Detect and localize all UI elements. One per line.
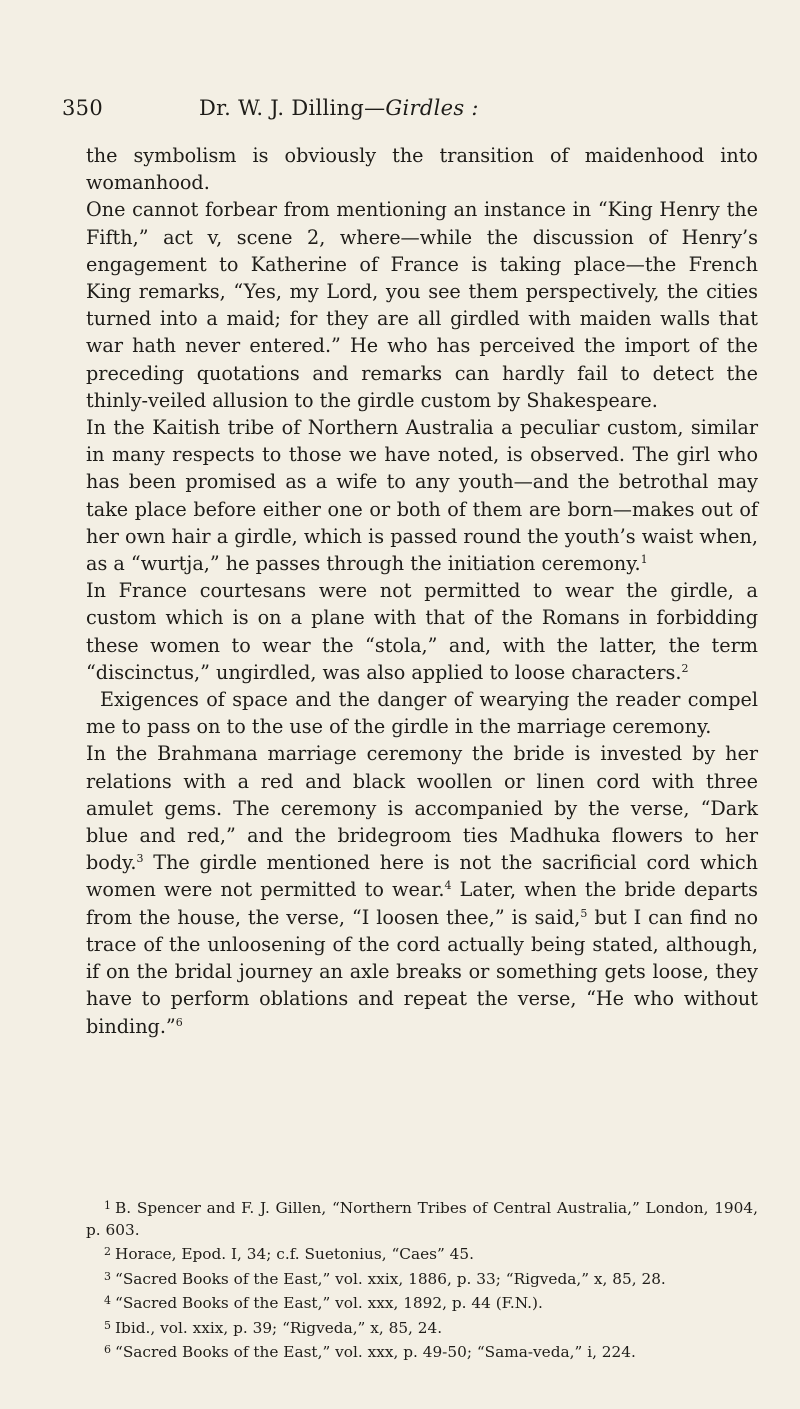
footnote-ref: 1 [640, 553, 648, 567]
footnote: $^6$ “Sacred Books of the East,” vol. xxx, p. 49-50; “Sama-veda,” i, 224. [104, 1343, 636, 1361]
footnote-number: 6 [104, 1343, 111, 1356]
footnote: $^3$ “Sacred Books of the East,” vol. xxix, 1886, p. 33; “Rigveda,” x, 85, 28. [104, 1269, 666, 1288]
footnote-ref: 5 [580, 906, 588, 920]
paragraph: One cannot forbear from mentioning an instance in “King Henry the Fifth,” act v, scene 2, where—while the discussion of Henry’s engagement to Katherine of France is taking place—the French King remarks, “Yes, my Lord, you see them perspectively, the cities turned into a maid; for they are all girdled with maiden walls that war hath never entered.” He who has perceived the import of the preceding quotations and remarks can hardly fail to detect the thinly-veiled allusion to the girdle custom by Shakespeare. [86, 198, 758, 412]
footnote-number: 4 [104, 1294, 111, 1307]
footnote-ref: 6 [175, 1015, 183, 1029]
footnote-number: 1 [104, 1199, 111, 1212]
footnote-ref: 2 [681, 661, 689, 675]
footnote: $^5$ Ibid., vol. xxix, p. 39; “Rigveda,” x, 85, 24. [104, 1318, 443, 1337]
footnote: $^2$ Horace, Epod. I, 34; c.f. Suetonius, “Caes” 45. [104, 1245, 474, 1263]
running-head-author: Dr. W. J. Dilling— [199, 96, 386, 120]
paragraph: In the Brahmana marriage ceremony the bride is invested by her relations with a red and black woollen or linen cord with three amulet gems. The ceremony is accompanied by the verse, “Dark blue and red,” and the bridegroom ties Madhuka flowers to her body.$^3$ The girdle mentioned here is not the sacrificial cord which women were not permitted to wear.$^4$ Later, when the bride departs from the house, the verse, “I loosen thee,” is said,$^5$ but I can find no trace of the unloosening of the cord actually being stated, although, if on the bridal journey an axle breaks or something gets loose, they have to perform oblations and repeat the verse, “He who without binding.”$^6$ [86, 742, 758, 1038]
running-head-title: Girdles : [385, 96, 479, 120]
running-head [199, 96, 479, 120]
paragraph: In France courtesans were not permitted to wear the girdle, a custom which is on a plane with that of the Romans in forbidding these women to wear the “stola,” and, with the latter, the term “discinctus,” ungirdled, was also applied to loose characters.$^2$ [86, 579, 758, 684]
paragraph: the symbolism is obviously the transition of maidenhood into womanhood. [86, 144, 758, 195]
paragraph: Exigences of space and the danger of wearying the reader compel me to pass on to the use of the girdle in the marriage ceremony. [86, 688, 758, 739]
footnote-number: 5 [104, 1318, 111, 1332]
page-number: 350 [62, 96, 103, 120]
body-text [86, 142, 758, 1040]
footnotes [86, 1195, 758, 1364]
footnote-ref: 3 [136, 852, 144, 866]
footnote-number: 2 [104, 1245, 111, 1258]
footnote-number: 3 [104, 1269, 111, 1283]
paragraph: In the Kaitish tribe of Northern Australia a peculiar custom, similar in many respects to those we have noted, is observed. The girl who has been promised as a wife to any youth—and the betrothal may take place before either one or both of them are born—makes out of her own hair a girdle, which is passed round the youth’s waist when, as a “wurtja,” he passes through the initiation ceremony.$^1$ [86, 416, 758, 576]
footnote-ref: 4 [444, 879, 452, 893]
footnote: $^4$ “Sacred Books of the East,” vol. xxx, 1892, p. 44 (F.N.). [104, 1294, 543, 1312]
footnote: $^1$ B. Spencer and F. J. Gillen, “Northern Tribes of Central Australia,” London, 1904, p. 603. [86, 1199, 758, 1239]
